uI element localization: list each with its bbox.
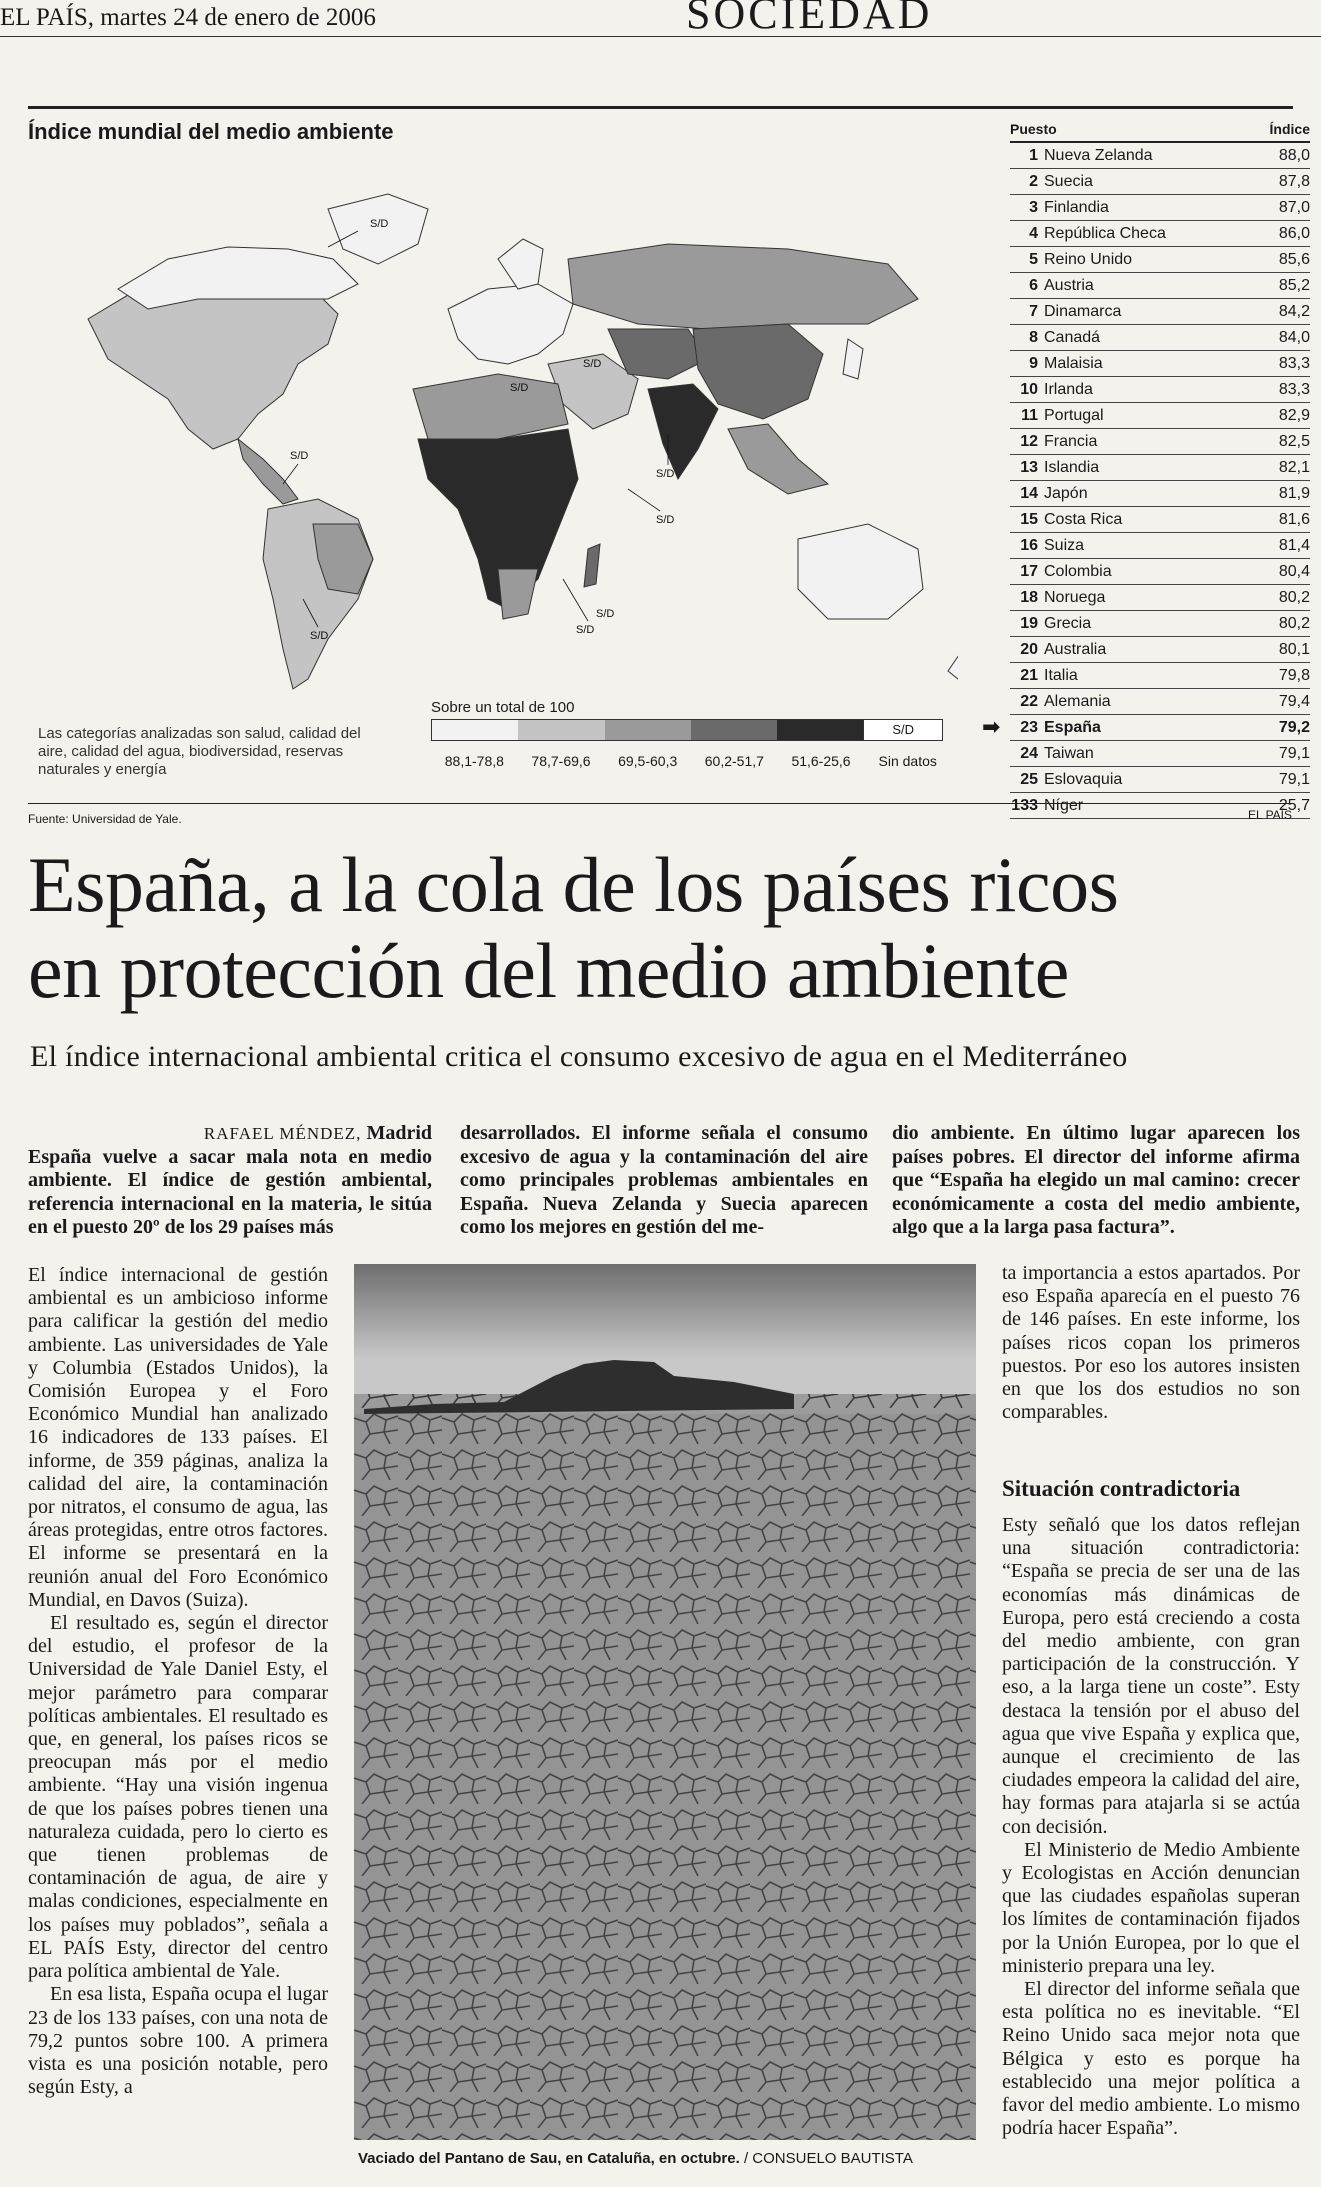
ranking-position: 15 bbox=[1020, 510, 1038, 528]
paragraph: En esa lista, España ocupa el lugar 23 de los 133 países, con una nota de 79,2 puntos sobre 100. A primera vista es una posición notable, pero según Esty, a bbox=[28, 1983, 328, 2099]
ranking-position: 1 bbox=[1029, 146, 1038, 164]
paragraph: Esty señaló que los datos reflejan una situación contradictoria: “España se precia de ser una de las economías más dinámicas de Europa, pero está creciendo a costa del medio ambiente, con gran participación de la construcción. Y eso, a la larga tiene un coste”. Esty destaca la tensión por el abuso del agua que vive España y explica que, aunque el crecimiento de las ciudades empeora la calidad del aire, hay formas para atajarla si se actúa con decisión. bbox=[1002, 1514, 1300, 1838]
ranking-country: Malaisia bbox=[1044, 354, 1103, 372]
body-column-1 bbox=[28, 1264, 328, 2099]
ranking-position: 25 bbox=[1020, 770, 1038, 788]
photo-caption bbox=[358, 2150, 978, 2167]
section-heading: Situación contradictoria bbox=[1002, 1476, 1241, 1501]
world-map bbox=[28, 139, 958, 699]
ranking-position: 18 bbox=[1020, 588, 1038, 606]
ranking-table bbox=[982, 121, 1310, 819]
ranking-position: 23 bbox=[1020, 718, 1038, 736]
ranking-index: 82,9 bbox=[1278, 406, 1310, 424]
map-southern-africa bbox=[498, 569, 538, 619]
ranking-row bbox=[1010, 533, 1310, 559]
ranking-country: Austria bbox=[1044, 276, 1094, 294]
lead-text: España vuelve a sacar mala nota en medio ambiente. El índice de gestión ambiental, referencia internacional en la materia, le sitúa en el puesto 20º de los 29 países más bbox=[28, 1145, 432, 1238]
ranking-row bbox=[1010, 403, 1310, 429]
caption-credit: / CONSUELO BAUTISTA bbox=[743, 2150, 913, 2167]
environment-index-infographic bbox=[28, 106, 1310, 814]
map-new-zealand bbox=[948, 649, 958, 679]
ranking-row bbox=[1010, 221, 1310, 247]
ranking-country: Australia bbox=[1044, 640, 1107, 658]
ranking-country: Dinamarca bbox=[1044, 302, 1122, 320]
map-note: Las categorías analizadas son salud, calidad del aire, calidad del agua, biodiversidad, reservas naturales y energía bbox=[38, 725, 361, 778]
body-column-3-top bbox=[1002, 1262, 1300, 1424]
sd-label: S/D bbox=[310, 630, 329, 642]
sd-label: S/D bbox=[370, 218, 389, 230]
ranking-index: 80,1 bbox=[1278, 640, 1310, 658]
section-title: SOCIEDAD bbox=[686, 0, 933, 38]
ranking-country: Grecia bbox=[1044, 614, 1092, 632]
ranking-position: 21 bbox=[1020, 666, 1038, 684]
ranking-index: 82,1 bbox=[1278, 458, 1310, 476]
infographic-source: Fuente: Universidad de Yale. bbox=[28, 812, 182, 826]
caption-text: Vaciado del Pantano de Sau, en Cataluña, en octubre. bbox=[358, 2150, 740, 2167]
ranking-index: 87,8 bbox=[1278, 172, 1310, 190]
ranking-index: 79,1 bbox=[1278, 744, 1310, 762]
ranking-country: Suiza bbox=[1044, 536, 1085, 554]
sd-label: S/D bbox=[290, 450, 309, 462]
ranking-row bbox=[1010, 299, 1310, 325]
ranking-position: 17 bbox=[1020, 562, 1038, 580]
ranking-position: 12 bbox=[1020, 432, 1038, 450]
sd-label: S/D bbox=[656, 468, 675, 480]
ranking-position: 20 bbox=[1020, 640, 1038, 658]
ranking-index: 79,2 bbox=[1278, 718, 1310, 736]
ranking-index: 80,2 bbox=[1278, 588, 1310, 606]
ranking-country: Taiwan bbox=[1044, 744, 1094, 762]
arrow-icon: ➡ bbox=[982, 714, 1001, 739]
ranking-index: 83,3 bbox=[1278, 380, 1310, 398]
ranking-country: Italia bbox=[1044, 666, 1078, 684]
ranking-index: 81,9 bbox=[1278, 484, 1310, 502]
ranking-position: 4 bbox=[1029, 224, 1038, 242]
ranking-index: 83,3 bbox=[1278, 354, 1310, 372]
ranking-country: Portugal bbox=[1044, 406, 1104, 424]
ranking-row bbox=[1010, 481, 1310, 507]
ranking-index: 79,1 bbox=[1278, 770, 1310, 788]
ranking-row bbox=[1010, 455, 1310, 481]
ranking-position: 9 bbox=[1029, 354, 1038, 372]
legend-swatch bbox=[432, 720, 518, 740]
ranking-position: 5 bbox=[1029, 250, 1038, 268]
ranking-position: 10 bbox=[1020, 380, 1038, 398]
byline bbox=[28, 1122, 432, 1146]
ranking-position: 19 bbox=[1020, 614, 1038, 632]
paragraph: El director del informe señala que esta política no es inevitable. “El Reino Unido saca mejor nota que Bélgica y esto es porque ha establecido una mejor política a favor del medio ambiente. Lo mismo podría hacer España”. bbox=[1002, 1978, 1300, 2140]
ranking-position: 14 bbox=[1020, 484, 1038, 502]
ranking-country: Colombia bbox=[1044, 562, 1112, 580]
ranking-country: Suecia bbox=[1044, 172, 1093, 190]
legend-bar bbox=[431, 719, 943, 741]
legend-label: Sin datos bbox=[878, 753, 937, 769]
ranking-row bbox=[1010, 351, 1310, 377]
ranking-row bbox=[1010, 273, 1310, 299]
sd-label: S/D bbox=[576, 624, 595, 636]
infographic-title: Índice mundial del medio ambiente bbox=[28, 119, 394, 144]
byline-author: RAFAEL MÉNDEZ, bbox=[203, 1124, 362, 1143]
map-north-africa bbox=[413, 374, 568, 439]
ranking-row bbox=[1010, 585, 1310, 611]
ranking-row bbox=[1010, 247, 1310, 273]
sd-label: S/D bbox=[656, 514, 675, 526]
map-southeast-asia bbox=[728, 424, 828, 494]
headline-line: en protección del medio ambiente bbox=[28, 927, 1069, 1014]
ranking-position: 2 bbox=[1029, 172, 1038, 190]
ranking-row bbox=[1010, 325, 1310, 351]
ranking-index: 85,2 bbox=[1278, 276, 1310, 294]
ranking-row bbox=[1010, 559, 1310, 585]
legend-swatch bbox=[691, 720, 777, 740]
sd-label: S/D bbox=[596, 608, 615, 620]
legend-label: 69,5-60,3 bbox=[618, 753, 678, 769]
ranking-country: Francia bbox=[1044, 432, 1098, 450]
newspaper-date: EL PAÍS, martes 24 de enero de 2006 bbox=[0, 4, 376, 31]
ranking-row bbox=[1010, 741, 1310, 767]
ranking-index: 81,6 bbox=[1278, 510, 1310, 528]
lead-column-3: dio ambiente. En último lugar aparecen los países pobres. El director del informe afirma que “España ha elegido un mal camino: crecer económicamente a costa del medio ambiente, algo que a la larga pasa factura”. bbox=[892, 1122, 1300, 1238]
ranking-position: 24 bbox=[1020, 744, 1038, 762]
ranking-row bbox=[982, 714, 1310, 741]
ranking-country: Islandia bbox=[1044, 458, 1100, 476]
legend-label: 88,1-78,8 bbox=[444, 753, 504, 769]
map-sub-saharan-africa bbox=[418, 429, 578, 609]
ranking-position: 11 bbox=[1021, 406, 1038, 424]
ranking-row bbox=[1010, 611, 1310, 637]
ranking-country: Irlanda bbox=[1044, 380, 1093, 398]
ranking-index: 81,4 bbox=[1278, 536, 1310, 554]
sd-label: S/D bbox=[510, 382, 529, 394]
infographic-brand: EL PAÍS bbox=[1248, 808, 1293, 822]
ranking-position: 8 bbox=[1029, 328, 1038, 346]
map-scandinavia bbox=[498, 239, 543, 289]
ranking-body bbox=[982, 143, 1310, 819]
sky bbox=[354, 1264, 976, 1376]
byline-place: Madrid bbox=[366, 1122, 432, 1144]
ranking-index: 84,0 bbox=[1278, 328, 1310, 346]
ranking-row bbox=[1010, 195, 1310, 221]
ranking-index: 25,7 bbox=[1278, 796, 1310, 814]
ranking-country: Finlandia bbox=[1044, 198, 1109, 216]
map-russia bbox=[568, 244, 918, 329]
map-japan bbox=[843, 339, 863, 379]
map-europe bbox=[448, 284, 573, 364]
legend-swatch-no-data: S/D bbox=[863, 720, 942, 740]
ranking-index: 79,4 bbox=[1278, 692, 1310, 710]
legend-labels bbox=[431, 753, 951, 769]
ranking-position: 22 bbox=[1020, 692, 1038, 710]
legend-label: 78,7-69,6 bbox=[531, 753, 591, 769]
lead-column-2: desarrollados. El informe señala el consumo excesivo de agua y la contaminación del aire como principales problemas ambientales en España. Nueva Zelanda y Suecia aparecen como los mejores en gestión del me- bbox=[460, 1122, 868, 1238]
infographic-bottom-rule bbox=[28, 803, 1293, 804]
ranking-index: 80,2 bbox=[1278, 614, 1310, 632]
article-headline bbox=[28, 842, 1308, 1014]
ranking-index: 79,8 bbox=[1278, 666, 1310, 684]
article-subhead: El índice internacional ambiental critica el consumo excesivo de agua en el Mediterráneo bbox=[30, 1040, 1128, 1073]
ranking-country: Reino Unido bbox=[1044, 250, 1133, 268]
ranking-country: Japón bbox=[1044, 484, 1088, 502]
ranking-row bbox=[1010, 637, 1310, 663]
ranking-row bbox=[1010, 767, 1310, 793]
ranking-country: Noruega bbox=[1044, 588, 1106, 606]
sd-label: S/D bbox=[583, 358, 602, 370]
ranking-country: Costa Rica bbox=[1044, 510, 1123, 528]
ranking-row bbox=[1010, 429, 1310, 455]
ranking-position: 7 bbox=[1029, 302, 1038, 320]
ranking-index: 88,0 bbox=[1278, 146, 1310, 164]
ranking-row bbox=[1010, 169, 1310, 195]
legend-swatch bbox=[777, 720, 863, 740]
ranking-col-index: Índice bbox=[1269, 121, 1310, 137]
ranking-position: 3 bbox=[1029, 198, 1038, 216]
ranking-row bbox=[1010, 689, 1310, 715]
map-central-america bbox=[238, 439, 298, 504]
ranking-country: República Checa bbox=[1044, 224, 1166, 242]
ranking-position: 16 bbox=[1020, 536, 1038, 554]
ranking-header bbox=[1010, 121, 1310, 143]
lead-column-1 bbox=[28, 1122, 432, 1240]
map-north-america bbox=[88, 279, 338, 449]
headline-line: España, a la cola de los países ricos bbox=[28, 841, 1119, 928]
ranking-index: 82,5 bbox=[1278, 432, 1310, 450]
paragraph: El Ministerio de Medio Ambiente y Ecologistas en Acción denuncian que las ciudades españolas superan los límites de contaminación fijados por la Unión Europea, por lo que el ministerio prepara una ley. bbox=[1002, 1838, 1300, 1977]
ranking-index: 85,6 bbox=[1278, 250, 1310, 268]
page-header bbox=[0, 0, 1321, 37]
legend-label: 60,2-51,7 bbox=[704, 753, 764, 769]
legend-caption: Sobre un total de 100 bbox=[431, 699, 575, 716]
ranking-country: España bbox=[1044, 718, 1101, 736]
ranking-position: 133 bbox=[1011, 796, 1038, 814]
ranking-country: Eslovaquia bbox=[1044, 770, 1123, 788]
ranking-index: 80,4 bbox=[1278, 562, 1310, 580]
ranking-index: 86,0 bbox=[1278, 224, 1310, 242]
legend-swatch bbox=[605, 720, 691, 740]
ranking-col-position: Puesto bbox=[1010, 121, 1057, 137]
ranking-row bbox=[1010, 143, 1310, 169]
map-india bbox=[648, 384, 718, 479]
ranking-position: 13 bbox=[1020, 458, 1038, 476]
map-australia bbox=[798, 524, 923, 619]
legend-swatch bbox=[518, 720, 604, 740]
ranking-row bbox=[1010, 377, 1310, 403]
legend-label: 51,6-25,6 bbox=[791, 753, 851, 769]
ranking-country: Níger bbox=[1044, 796, 1084, 814]
body-column-3-bottom bbox=[1002, 1514, 1300, 2140]
ranking-index: 84,2 bbox=[1278, 302, 1310, 320]
paragraph: El índice internacional de gestión ambiental es un ambicioso informe para calificar la gestión del medio ambiente. Las universidades de Yale y Columbia (Estados Unidos), la Comisión Europea y el Foro Económico Mundial han analizado 16 indicadores de 133 países. El informe, de 359 páginas, analiza la calidad del aire, la contaminación por nitratos, el consumo de agua, las áreas protegidas, entre otros factores. El informe se presentará en la reunión anual del Foro Económico Mundial, en Davos (Suiza). bbox=[28, 1264, 328, 1611]
ranking-position: 6 bbox=[1029, 276, 1038, 294]
ranking-row bbox=[1010, 663, 1310, 689]
reservoir-photo bbox=[354, 1264, 976, 2140]
paragraph: ta importancia a estos apartados. Por eso España aparecía en el puesto 76 de 146 países. En este informe, los países ricos copan los primeros puestos. Por eso los autores insisten en que los dos estudios no son comparables. bbox=[1002, 1262, 1300, 1424]
ranking-index: 87,0 bbox=[1278, 198, 1310, 216]
paragraph: El resultado es, según el director del estudio, el profesor de la Universidad de Yale Daniel Esty, el mejor parámetro para comparar políticas ambientales. El resultado es que, en general, los países ricos se preocupan más por el medio ambiente. “Hay una visión ingenua de que los países pobres tienen una naturaleza cuidada, pero lo cierto es que tienen problemas de contaminación de agua, de aire y malas condiciones, especialmente en los países muy poblados”, señala a EL PAÍS Esty, director del centro para política ambiental de Yale. bbox=[28, 1612, 328, 1983]
ranking-country: Alemania bbox=[1044, 692, 1111, 710]
ranking-country: Nueva Zelanda bbox=[1044, 146, 1153, 164]
map-madagascar bbox=[584, 544, 600, 587]
ranking-row bbox=[1010, 507, 1310, 533]
ranking-country: Canadá bbox=[1044, 328, 1101, 346]
